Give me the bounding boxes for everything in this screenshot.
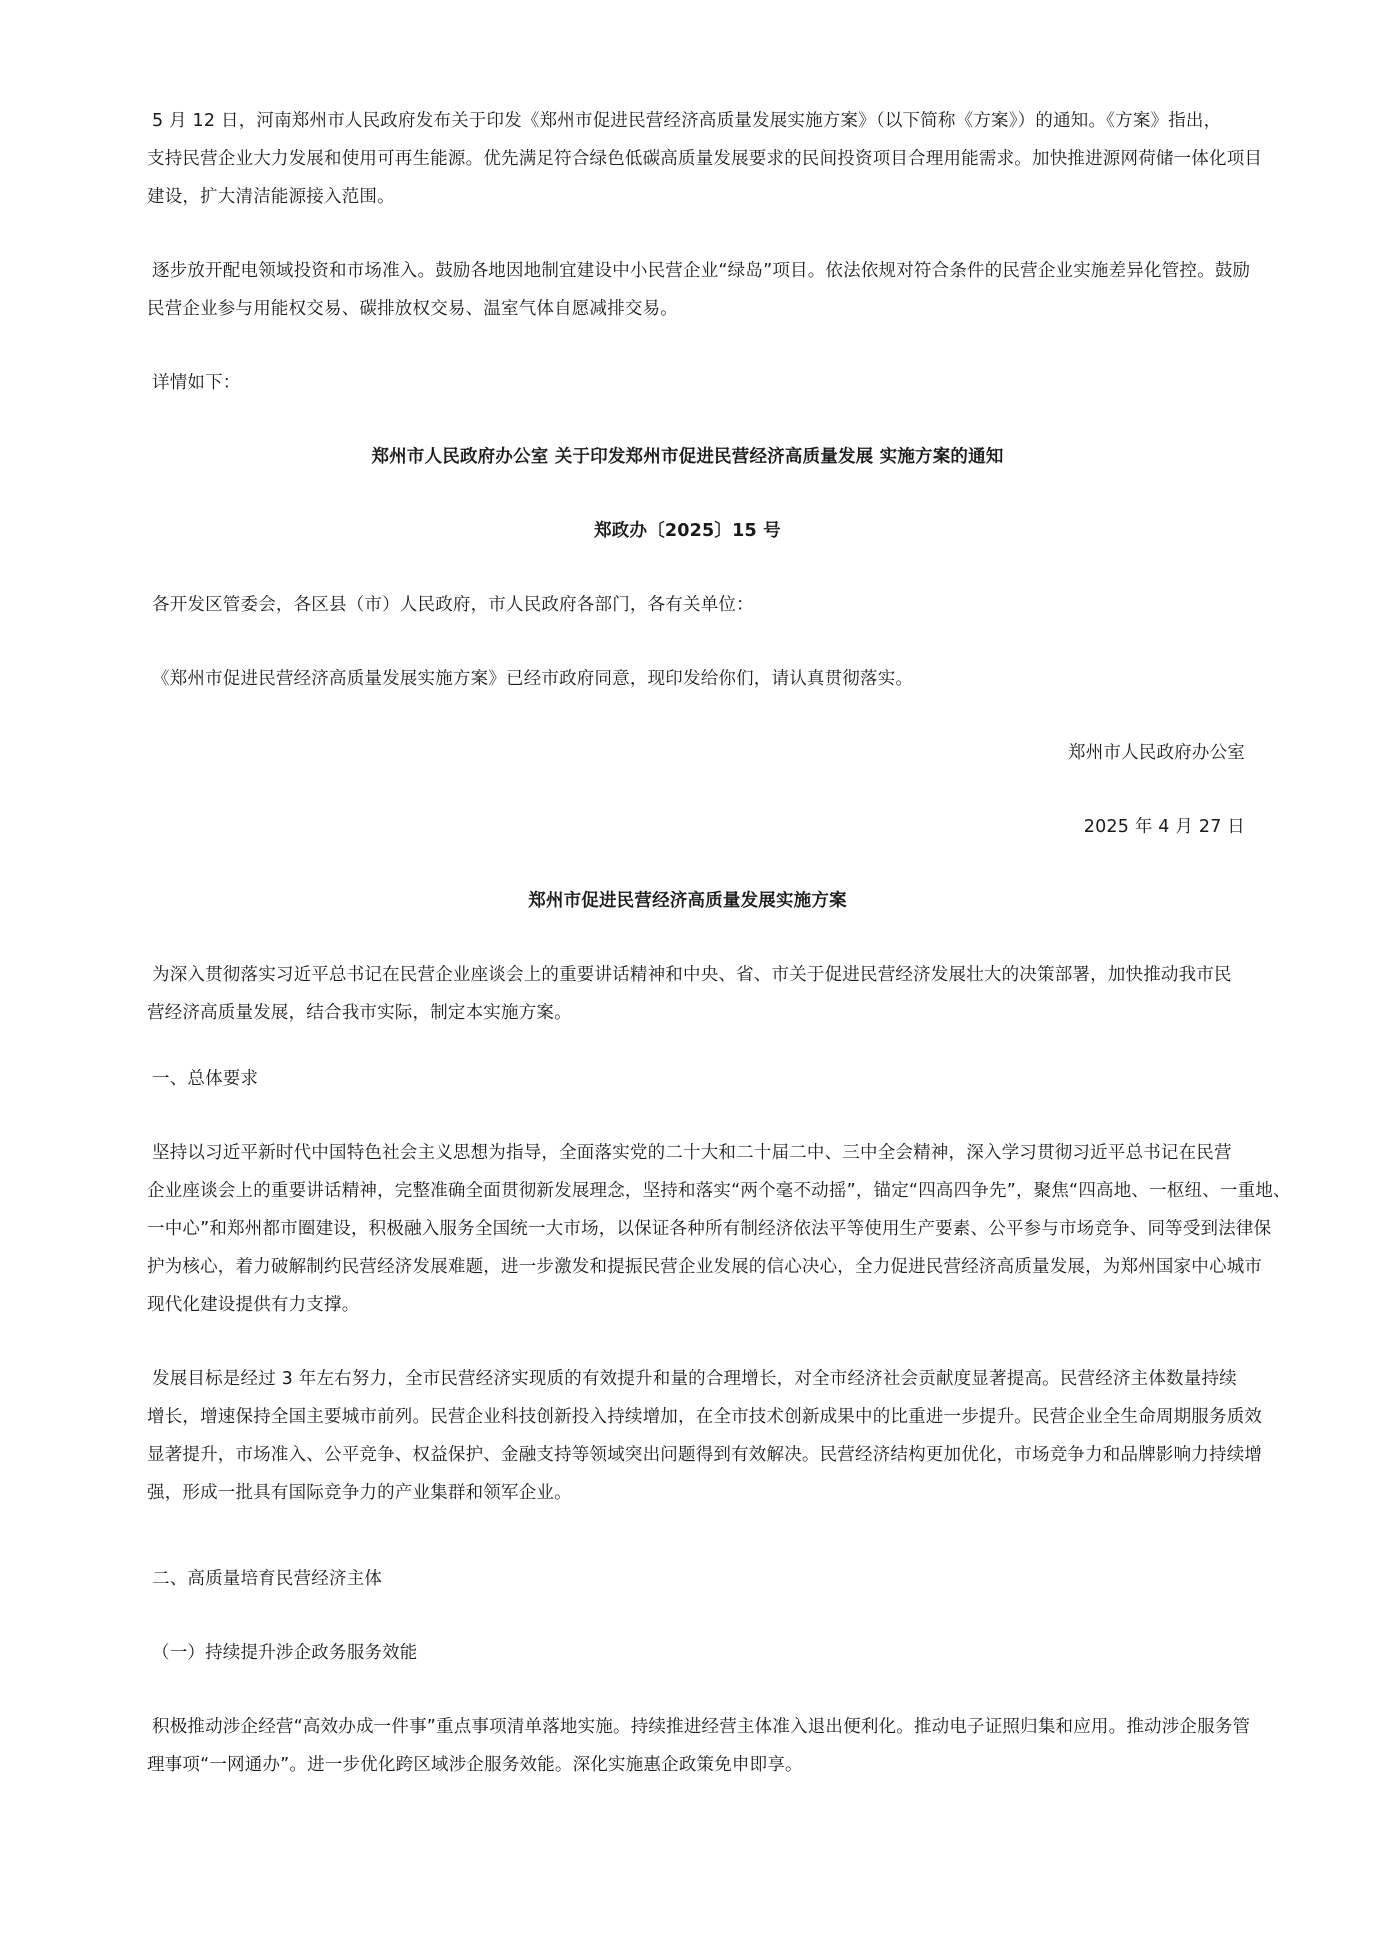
section-1-paragraph-1-line-3: 一中心”和郑州都市圈建设，积极融入服务全国统一大市场，以保证各种所有制经济依法平等使用生产要素、公平参与市场竞争、同等受到法律保 [147, 1219, 1272, 1239]
subsection-1-heading: （一）持续提升涉企政务服务效能 [152, 1643, 418, 1663]
intro-paragraph-2-line-2: 民营企业参与用能权交易、碳排放权交易、温室气体自愿减排交易。 [147, 299, 678, 319]
intro-paragraph-1-line-1: 5 月 12 日，河南郑州市人民政府发布关于印发《郑州市促进民营经济高质量发展实施方案》（以下简称《方案》）的通知。《方案》指出， [152, 111, 1222, 131]
notice-date: 2025 年 4 月 27 日 [1083, 817, 1245, 837]
section-1-paragraph-1-line-1: 坚持以习近平新时代中国特色社会主义思想为指导，全面落实党的二十大和二十届二中、三中全会精神，深入学习贯彻习近平总书记在民营 [152, 1143, 1232, 1163]
section-1-paragraph-2-line-1: 发展目标是经过 3 年左右努力，全市民营经济实现质的有效提升和量的合理增长，对全市经济社会贡献度显著提高。民营经济主体数量持续 [152, 1369, 1237, 1389]
section-2-heading: 二、高质量培育民营经济主体 [152, 1569, 383, 1589]
section-1-heading: 一、总体要求 [152, 1069, 259, 1089]
section-1-paragraph-2-line-3: 显著提升，市场准入、公平竞争、权益保护、金融支持等领域突出问题得到有效解决。民营经济结构更加优化，市场竞争力和品牌影响力持续增 [147, 1445, 1263, 1465]
notice-addressees: 各开发区管委会，各区县（市）人民政府，市人民政府各部门，各有关单位： [152, 595, 754, 615]
intro-paragraph-1-line-3: 建设，扩大清洁能源接入范围。 [147, 187, 395, 207]
section-1-paragraph-2-line-4: 强，形成一批具有国际竞争力的产业集群和领军企业。 [147, 1483, 572, 1503]
plan-preamble-line-2: 营经济高质量发展，结合我市实际，制定本实施方案。 [147, 1003, 572, 1023]
intro-paragraph-1-line-2: 支持民营企业大力发展和使用可再生能源。优先满足符合绿色低碳高质量发展要求的民间投资项目合理用能需求。加快推进源网荷储一体化项目 [147, 149, 1263, 169]
section-1-paragraph-2-line-2: 增长，增速保持全国主要城市前列。民营企业科技创新投入持续增加，在全市技术创新成果中的比重进一步提升。民营企业全生命周期服务质效 [147, 1407, 1263, 1427]
subsection-1-paragraph-line-2: 理事项“一网通办”。进一步优化跨区域涉企服务效能。深化实施惠企政策免申即享。 [147, 1755, 803, 1775]
plan-preamble-line-1: 为深入贯彻落实习近平总书记在民营企业座谈会上的重要讲话精神和中央、省、市关于促进民营经济发展壮大的决策部署，加快推动我市民 [152, 965, 1232, 985]
notice-title: 郑州市人民政府办公室 关于印发郑州市促进民营经济高质量发展 实施方案的通知 [371, 447, 1004, 467]
section-1-paragraph-1-line-5: 现代化建设提供有力支撑。 [147, 1295, 360, 1315]
subsection-1-paragraph-line-1: 积极推动涉企经营“高效办成一件事”重点事项清单落地实施。持续推进经营主体准入退出便利化。推动电子证照归集和应用。推动涉企服务管 [152, 1717, 1251, 1737]
plan-title: 郑州市促进民营经济高质量发展实施方案 [528, 891, 847, 911]
notice-body: 《郑州市促进民营经济高质量发展实施方案》已经市政府同意，现印发给你们，请认真贯彻落实。 [152, 669, 914, 689]
notice-issuer: 郑州市人民政府办公室 [1068, 743, 1245, 763]
details-label: 详情如下： [152, 373, 241, 393]
section-1-paragraph-1-line-2: 企业座谈会上的重要讲话精神，完整准确全面贯彻新发展理念，坚持和落实“两个毫不动摇”，锚定“四高四争先”，聚焦“四高地、一枢纽、一重地、 [147, 1181, 1291, 1201]
section-1-paragraph-1-line-4: 护为核心，着力破解制约民营经济发展难题，进一步激发和提振民营企业发展的信心决心，全力促进民营经济高质量发展，为郑州国家中心城市 [147, 1257, 1263, 1277]
intro-paragraph-2-line-1: 逐步放开配电领域投资和市场准入。鼓励各地因地制宜建设中小民营企业“绿岛”项目。依法依规对符合条件的民营企业实施差异化管控。鼓励 [152, 261, 1251, 281]
notice-doc-number: 郑政办〔2025〕15 号 [594, 521, 781, 541]
